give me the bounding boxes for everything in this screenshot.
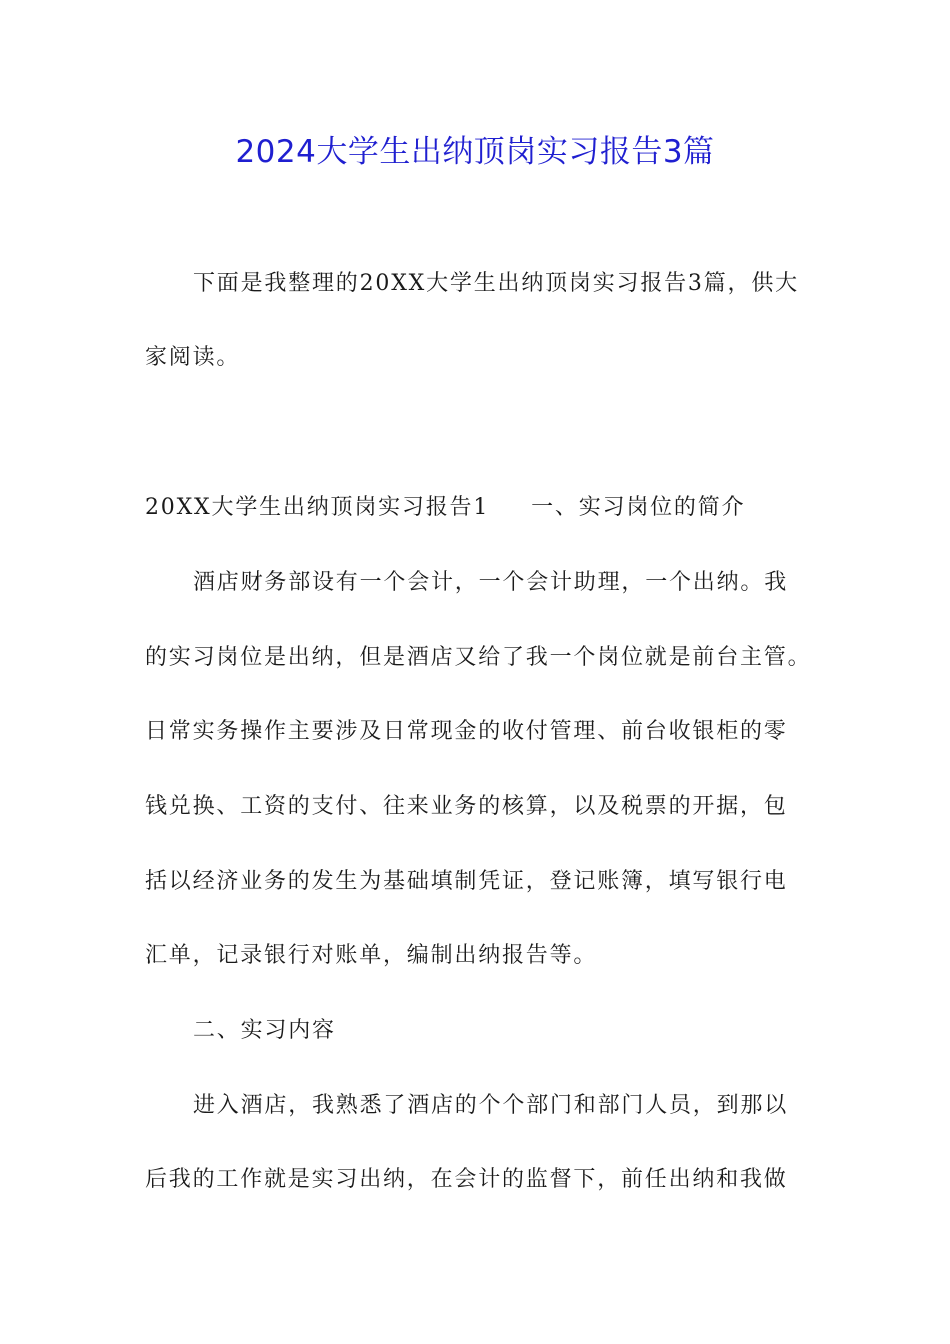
paragraph-line: 进入酒店，我熟悉了酒店的个个部门和部门人员，到那以 [193, 1093, 789, 1118]
paragraph-line: 钱兑换、工资的支付、往来业务的核算，以及税票的开据，包 [145, 794, 788, 819]
paragraph-line: 后我的工作就是实习出纳，在会计的监督下，前任出纳和我做 [145, 1167, 788, 1192]
report-label: 20XX大学生出纳顶岗实习报告1 [145, 495, 490, 520]
paragraph-line: 日常实务操作主要涉及日常现金的收付管理、前台收银柜的零 [145, 719, 788, 744]
document-title: 2024大学生出纳顶岗实习报告3篇 [235, 134, 715, 170]
section-heading [145, 488, 825, 528]
paragraph-line: 的实习岗位是出纳，但是酒店又给了我一个岗位就是前台主管。 [145, 645, 812, 670]
part-two-heading: 二、实习内容 [193, 1018, 336, 1043]
paragraph-line: 酒店财务部设有一个会计，一个会计助理，一个出纳。我 [193, 570, 789, 595]
paragraph-line: 括以经济业务的发生为基础填制凭证，登记账簿，填写银行电 [145, 869, 788, 894]
intro-line-2: 家阅读。 [145, 345, 241, 370]
part-one-heading: 一、实习岗位的简介 [531, 495, 746, 520]
intro-line-1: 下面是我整理的20XX大学生出纳顶岗实习报告3篇，供大 [193, 271, 799, 296]
paragraph-line: 汇单，记录银行对账单，编制出纳报告等。 [145, 943, 598, 968]
